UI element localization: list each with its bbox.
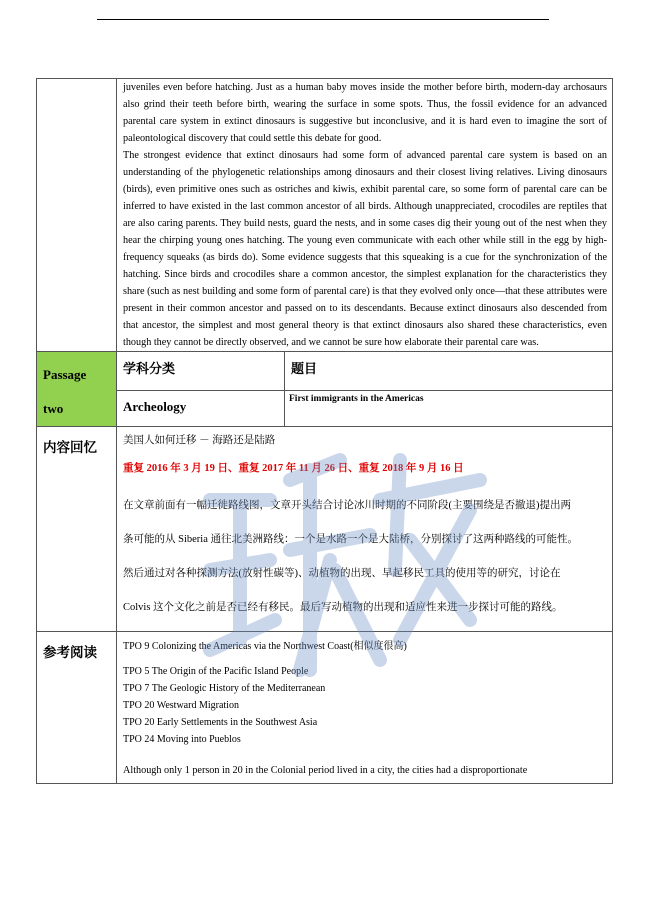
content-line-3: 然后通过对各种探测方法(放射性碳等)、动植物的出现、早起移民工具的使用等的研究，讨论在 xyxy=(123,568,561,579)
reference-reading-label: 参考阅读 xyxy=(37,632,117,784)
passage-label-line1: Passage xyxy=(43,367,87,382)
reference-reading-cell xyxy=(117,632,613,784)
reference-item: TPO 5 The Origin of the Pacific Island People xyxy=(123,666,309,677)
reference-item: TPO 20 Westward Migration xyxy=(123,700,239,711)
passage-label-cell xyxy=(37,352,117,427)
title-header: 题目 xyxy=(285,352,613,391)
reference-item: TPO 20 Early Settlements in the Southwest Asia xyxy=(123,717,318,728)
reference-reading-row xyxy=(37,632,613,784)
reference-item: TPO 7 The Geologic History of the Mediterranean xyxy=(123,683,326,694)
subject-header: 学科分类 xyxy=(117,352,285,391)
header-rule xyxy=(97,19,549,20)
passage-text-cell xyxy=(117,79,613,352)
content-recall-label: 内容回忆 xyxy=(37,427,117,632)
empty-label-cell xyxy=(37,79,117,352)
content-summary: 美国人如何迁移 － 海路还是陆路 xyxy=(123,435,276,446)
values-row xyxy=(37,390,613,426)
subject-value: Archeology xyxy=(117,390,285,426)
document-table xyxy=(36,78,613,784)
passage-paragraph-2: The strongest evidence that extinct dinosaurs had some form of advanced parental care system is based on an understanding of the phylogenetic relationships among dinosaurs and their closest living relatives. Living dinosaurs (birds), even primitive ones such as ostriches and kiwis, exhibit parental care, so some form of parental care can be inferred to have existed in the last common ancestor of all birds. Although unappreciated, crocodiles are reptiles that are also caring parents. They build nests, guard the nests, and in some cases dig their young out of the nest when they hear the chirping young ones hatching. The young even communicate with each other while still in the egg by high-frequency squeaks (as birds do). Some evidence suggests that this squeaking is a cue for the synchronization of the hatching. Since birds and crocodiles share a common ancestor, the simplest explanation for the characteristics they share (such as nest building and some form of parental care) is that they evolved only once—that these attributes were present in their common ancestor and passed on to its descendants. Because extinct dinosaurs also descended from that ancestor, the simplest and most general theory is that extinct dinosaurs also shared these characteristics, even though they cannot be directly observed, and we cannot be sure how elaborate their parental care was. xyxy=(123,150,607,348)
passage-label-line2: two xyxy=(43,401,64,416)
reference-trailing-text: Although only 1 person in 20 in the Colonial period lived in a city, the cities had a disproportionate xyxy=(123,765,528,776)
content-recall-cell xyxy=(117,427,613,632)
passage-text-row xyxy=(37,79,613,352)
title-value: First immigrants in the Americas xyxy=(285,390,613,426)
header-row xyxy=(37,352,613,391)
reference-item: TPO 24 Moving into Pueblos xyxy=(123,734,241,745)
repeat-dates: 重复 2016 年 3 月 19 日、重复 2017 年 11 月 26 日、重复 2018 年 9 月 16 日 xyxy=(123,463,464,474)
content-recall-row xyxy=(37,427,613,632)
content-line-2: 条可能的从 Siberia 通往北美洲路线：一个是水路一个是大陆桥，分别探讨了这两种路线的可能性。 xyxy=(123,534,578,545)
passage-paragraph-1: juveniles even before hatching. Just as a human baby moves inside the mother before birth, modern-day archosaurs also grind their teeth before birth, wearing the surface in some spots. Thus, the fossil evidence for an advanced parental care system in extinct dinosaurs is suggestive but inconclusive, and it is hard even to imagine the sort of paleontological discovery that could settle this debate for good. xyxy=(123,82,607,144)
content-line-1: 在文章前面有一幅迁徙路线图，文章开头结合讨论冰川时期的不同阶段(主要围绕是否撤退)提出两 xyxy=(123,500,571,511)
reference-first-item: TPO 9 Colonizing the Americas via the Northwest Coast(相似度很高) xyxy=(123,641,407,652)
content-line-4: Colvis 这个文化之前是否已经有移民。最后写动植物的出现和适应性来进一步探讨可能的路线。 xyxy=(123,602,563,613)
